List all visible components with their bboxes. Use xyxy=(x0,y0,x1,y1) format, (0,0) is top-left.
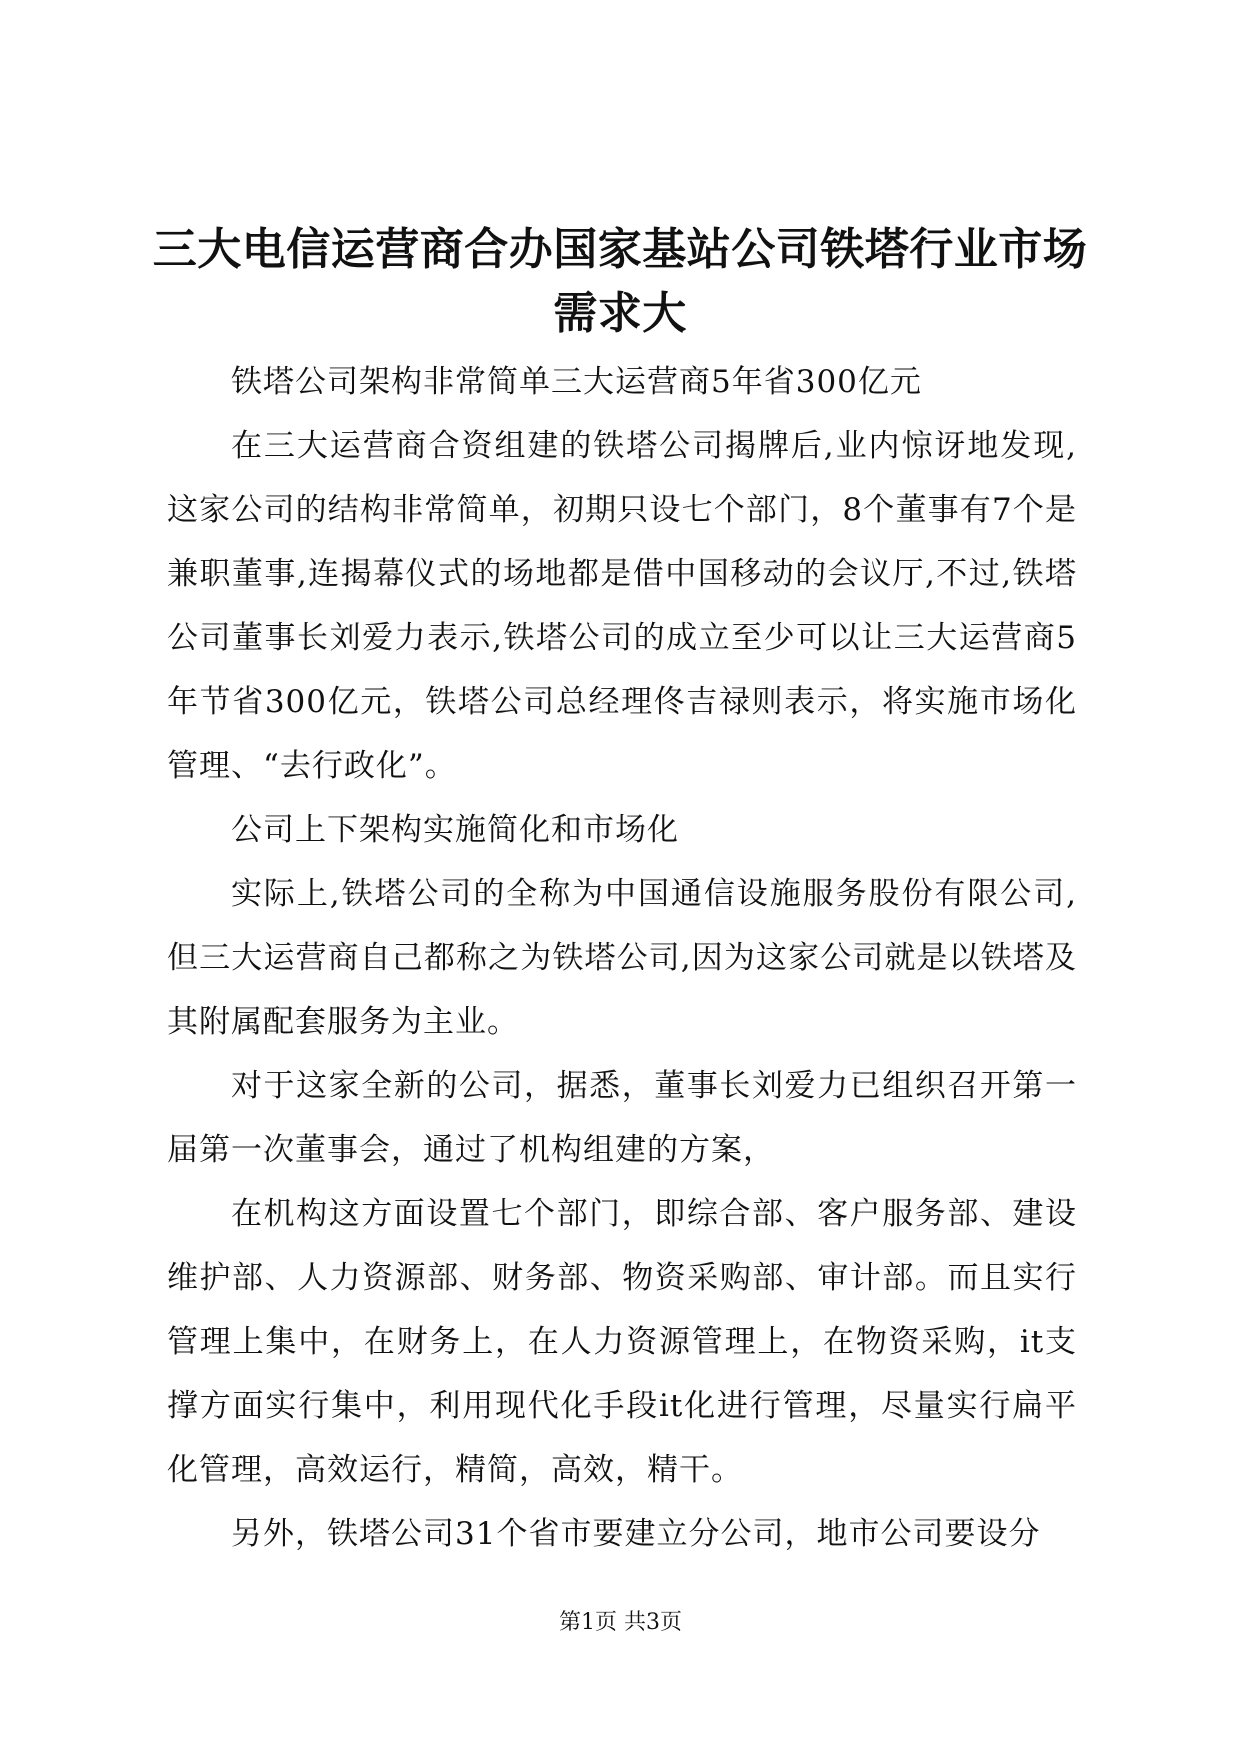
document-title: 三大电信运营商合办国家基站公司铁塔行业市场需求大 xyxy=(152,224,1088,339)
paragraph: 在机构这方面设置七个部门，即综合部、客户服务部、建设维护部、人力资源部、财务部、物资采购部、审计部。而且实行管理上集中，在财务上，在人力资源管理上，在物资采购，it支撑方面实行集中，利用现代化手段it化进行管理，尽量实行扁平化管理，高效运行，精简，高效，精干。 xyxy=(167,1196,1077,1488)
paragraph: 实际上,铁塔公司的全称为中国通信设施服务股份有限公司,但三大运营商自己都称之为铁塔公司,因为这家公司就是以铁塔及其附属配套服务为主业。 xyxy=(167,876,1077,1040)
paragraph: 对于这家全新的公司，据悉，董事长刘爱力已组织召开第一届第一次董事会，通过了机构组建的方案， xyxy=(167,1068,1077,1168)
document-body xyxy=(167,350,1077,1566)
page-number-footer: 第1页 共3页 xyxy=(559,1610,682,1635)
paragraph: 铁塔公司架构非常简单三大运营商5年省300亿元 xyxy=(231,364,922,400)
paragraph: 公司上下架构实施简化和市场化 xyxy=(231,812,679,848)
paragraph: 在三大运营商合资组建的铁塔公司揭牌后,业内惊讶地发现,这家公司的结构非常简单，初期只设七个部门，8个董事有7个是兼职董事,连揭幕仪式的场地都是借中国移动的会议厅,不过,铁塔公司董事长刘爱力表示,铁塔公司的成立至少可以让三大运营商5年节省300亿元，铁塔公司总经理佟吉禄则表示，将实施市场化管理、“去行政化”。 xyxy=(167,428,1077,784)
paragraph: 另外，铁塔公司31个省市要建立分公司，地市公司要设分 xyxy=(231,1516,1041,1552)
